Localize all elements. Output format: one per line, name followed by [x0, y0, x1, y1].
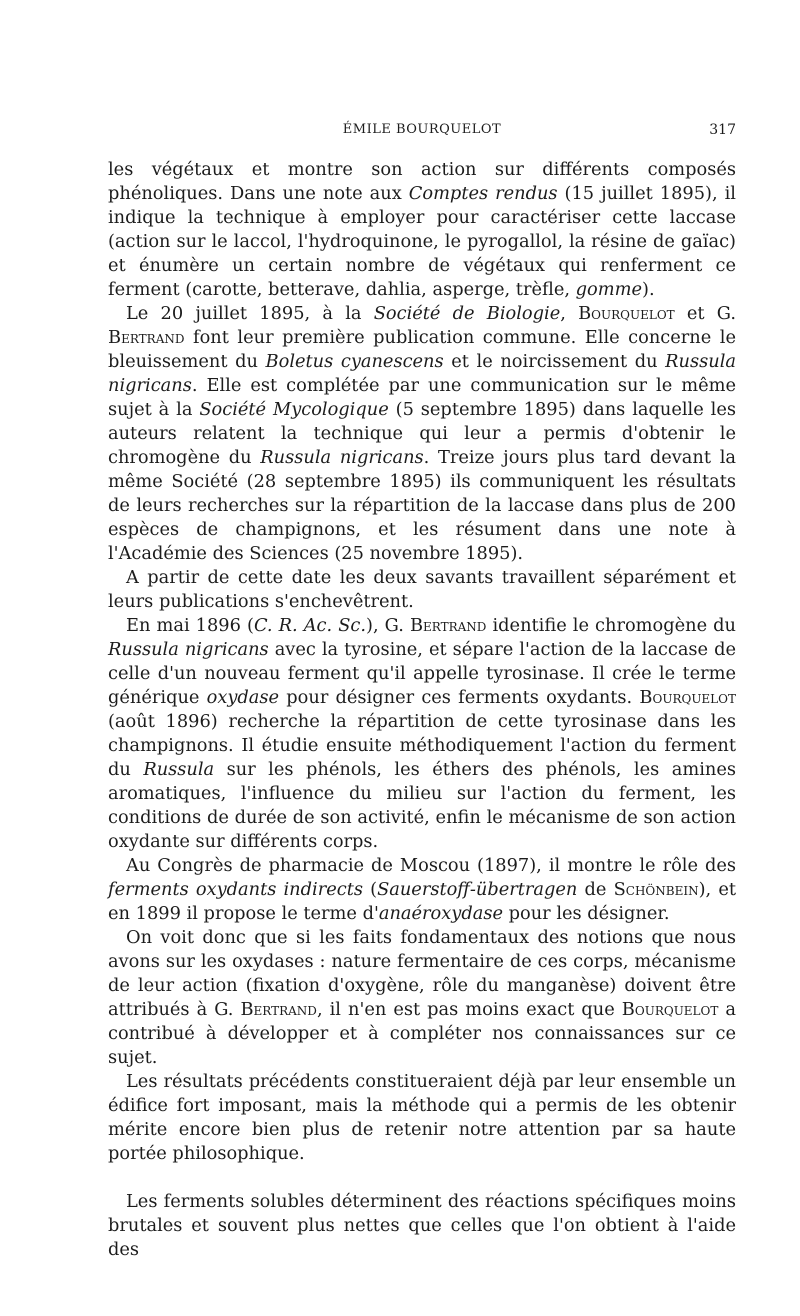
- text-run: (août 1896) recherche la répartition de cette tyrosinase dans les champignons. Il étudie ensuite méthodiquement l'action du ferment du: [108, 711, 736, 780]
- text-run: A partir de cette date les deux savants travaillent séparément et leurs publications s'enchevêtrent.: [108, 567, 736, 612]
- text-run: (15 juillet 1895), il indique la technique à employer pour caractériser cette laccase (action sur le laccol, l'hydroquinone, le pyrogallol, la résine de gaïac) et énumère un certain nombre de végétaux qui renferment ce ferment (carotte, betterave, dahlia, asperge, trèfle,: [108, 183, 736, 300]
- body-text: [108, 158, 736, 1262]
- text-run: ), G.: [366, 615, 410, 636]
- text-run: (: [362, 879, 378, 900]
- author-name: Schönbein: [613, 879, 699, 900]
- text-run: sur les phénols, les éthers des phénols, les amines aromatiques, l'influence du milieu sur l'action du ferment, les conditions de durée de son activité, enfin le mécanisme de son action oxydante sur différents corps.: [108, 759, 736, 852]
- text-run: Au Congrès de pharmacie de Moscou (1897), il montre le rôle des: [126, 855, 736, 876]
- text-run: ).: [642, 279, 655, 300]
- page-number: 317: [709, 122, 736, 138]
- text-run: Le 20 juillet 1895, à la: [126, 303, 374, 324]
- author-name: Bourquelot: [621, 999, 719, 1020]
- text-run: identifie le chromogène du: [486, 615, 736, 636]
- running-head: ÉMILE BOURQUELOT: [342, 122, 502, 137]
- text-run: . Treize jours plus tard devant la même Société (28 septembre 1895) ils communiquent les résultats de leurs recherches sur la répartition de la laccase dans plus de 200 espèces de champignons, et les résument dans une note à l'Académie des Sciences (25 novembre 1895).: [108, 447, 736, 564]
- author-name: Bertrand: [240, 999, 317, 1020]
- text-run: Les ferments solubles déterminent des réactions spécifiques moins brutales et souvent plus nettes que celles que l'on obtient à l'aide des: [108, 1191, 736, 1260]
- paragraph-3: [108, 566, 736, 614]
- text-run: On voit donc que si les faits fondamentaux des notions que nous avons sur les oxydases : nature fermentaire de ces corps, mécanisme de leur action (fixation d'oxygène, rôle du manganèse) doivent être attribués à G.: [108, 927, 736, 1020]
- italic-term: Société de Biologie: [373, 303, 561, 324]
- text-run: pour désigner ces ferments oxydants.: [279, 687, 640, 708]
- text-run: (5 septembre 1895) dans laquelle les auteurs relatent la technique qui leur a permis d'obtenir le chromogène du: [108, 399, 736, 468]
- text-run: Les résultats précédents constitueraient déjà par leur ensemble un édifice fort imposant, mais la méthode qui a permis de les obtenir mérite encore bien plus de retenir notre attention par sa haute portée philosophique.: [108, 1071, 736, 1164]
- text-run: pour les désigner.: [502, 903, 670, 924]
- italic-term: ferments oxydants indirects: [108, 879, 363, 900]
- text-run: les végétaux et montre son action sur différents composés phénoliques. Dans une note aux: [108, 159, 736, 204]
- text-run: de: [577, 879, 614, 900]
- paragraph-2: [108, 302, 736, 566]
- italic-term: oxydase: [206, 687, 280, 708]
- text-run: avec la tyrosine, et sépare l'action de la laccase de celle d'un nouveau ferment qu'il appelle tyrosinase. Il crée le terme générique: [108, 639, 736, 708]
- text-run: En mai 1896 (: [126, 615, 254, 636]
- italic-term: Boletus cyanescens: [265, 351, 444, 372]
- italic-term: Société Mycologique: [199, 399, 389, 420]
- text-run: ), et en 1899 il propose le terme d': [108, 879, 736, 924]
- text-run: font leur première publication commune. Elle concerne le bleuissement du: [108, 327, 736, 372]
- italic-term: Russula nigricans: [260, 447, 424, 468]
- italic-term: Comptes rendus: [408, 183, 558, 204]
- italic-term: Sauerstoff-übertragen: [377, 879, 578, 900]
- author-name: Bourquelot: [639, 687, 736, 708]
- text-run: . Elle est complétée par une communication sur le même sujet à la: [108, 375, 736, 420]
- text-run: , il n'en est pas moins exact que: [316, 999, 622, 1020]
- author-name: Bertrand: [108, 327, 185, 348]
- text-run: a contribué à développer et à compléter nos connaissances sur ce sujet.: [108, 999, 736, 1068]
- author-name: Bertrand: [409, 615, 487, 636]
- italic-term: Russula nigricans: [108, 639, 269, 660]
- author-name: Bourquelot: [578, 303, 675, 324]
- paragraph-5: [108, 854, 736, 926]
- italic-term: C. R. Ac. Sc.: [253, 615, 367, 636]
- paragraph-4: [108, 614, 736, 854]
- text-run: ,: [560, 303, 579, 324]
- paragraph-7: [108, 1070, 736, 1166]
- page-header: [108, 120, 736, 142]
- italic-term: Russula: [143, 759, 215, 780]
- italic-term: Russula nigricans: [108, 351, 737, 396]
- text-run: et le noircissement du: [443, 351, 666, 372]
- italic-term: gomme: [575, 279, 643, 300]
- paragraph-8: [108, 1190, 736, 1262]
- italic-term: anaéroxydase: [378, 903, 503, 924]
- paragraph-6: [108, 926, 736, 1070]
- paragraph-1: [108, 158, 736, 302]
- text-run: et G.: [674, 303, 736, 324]
